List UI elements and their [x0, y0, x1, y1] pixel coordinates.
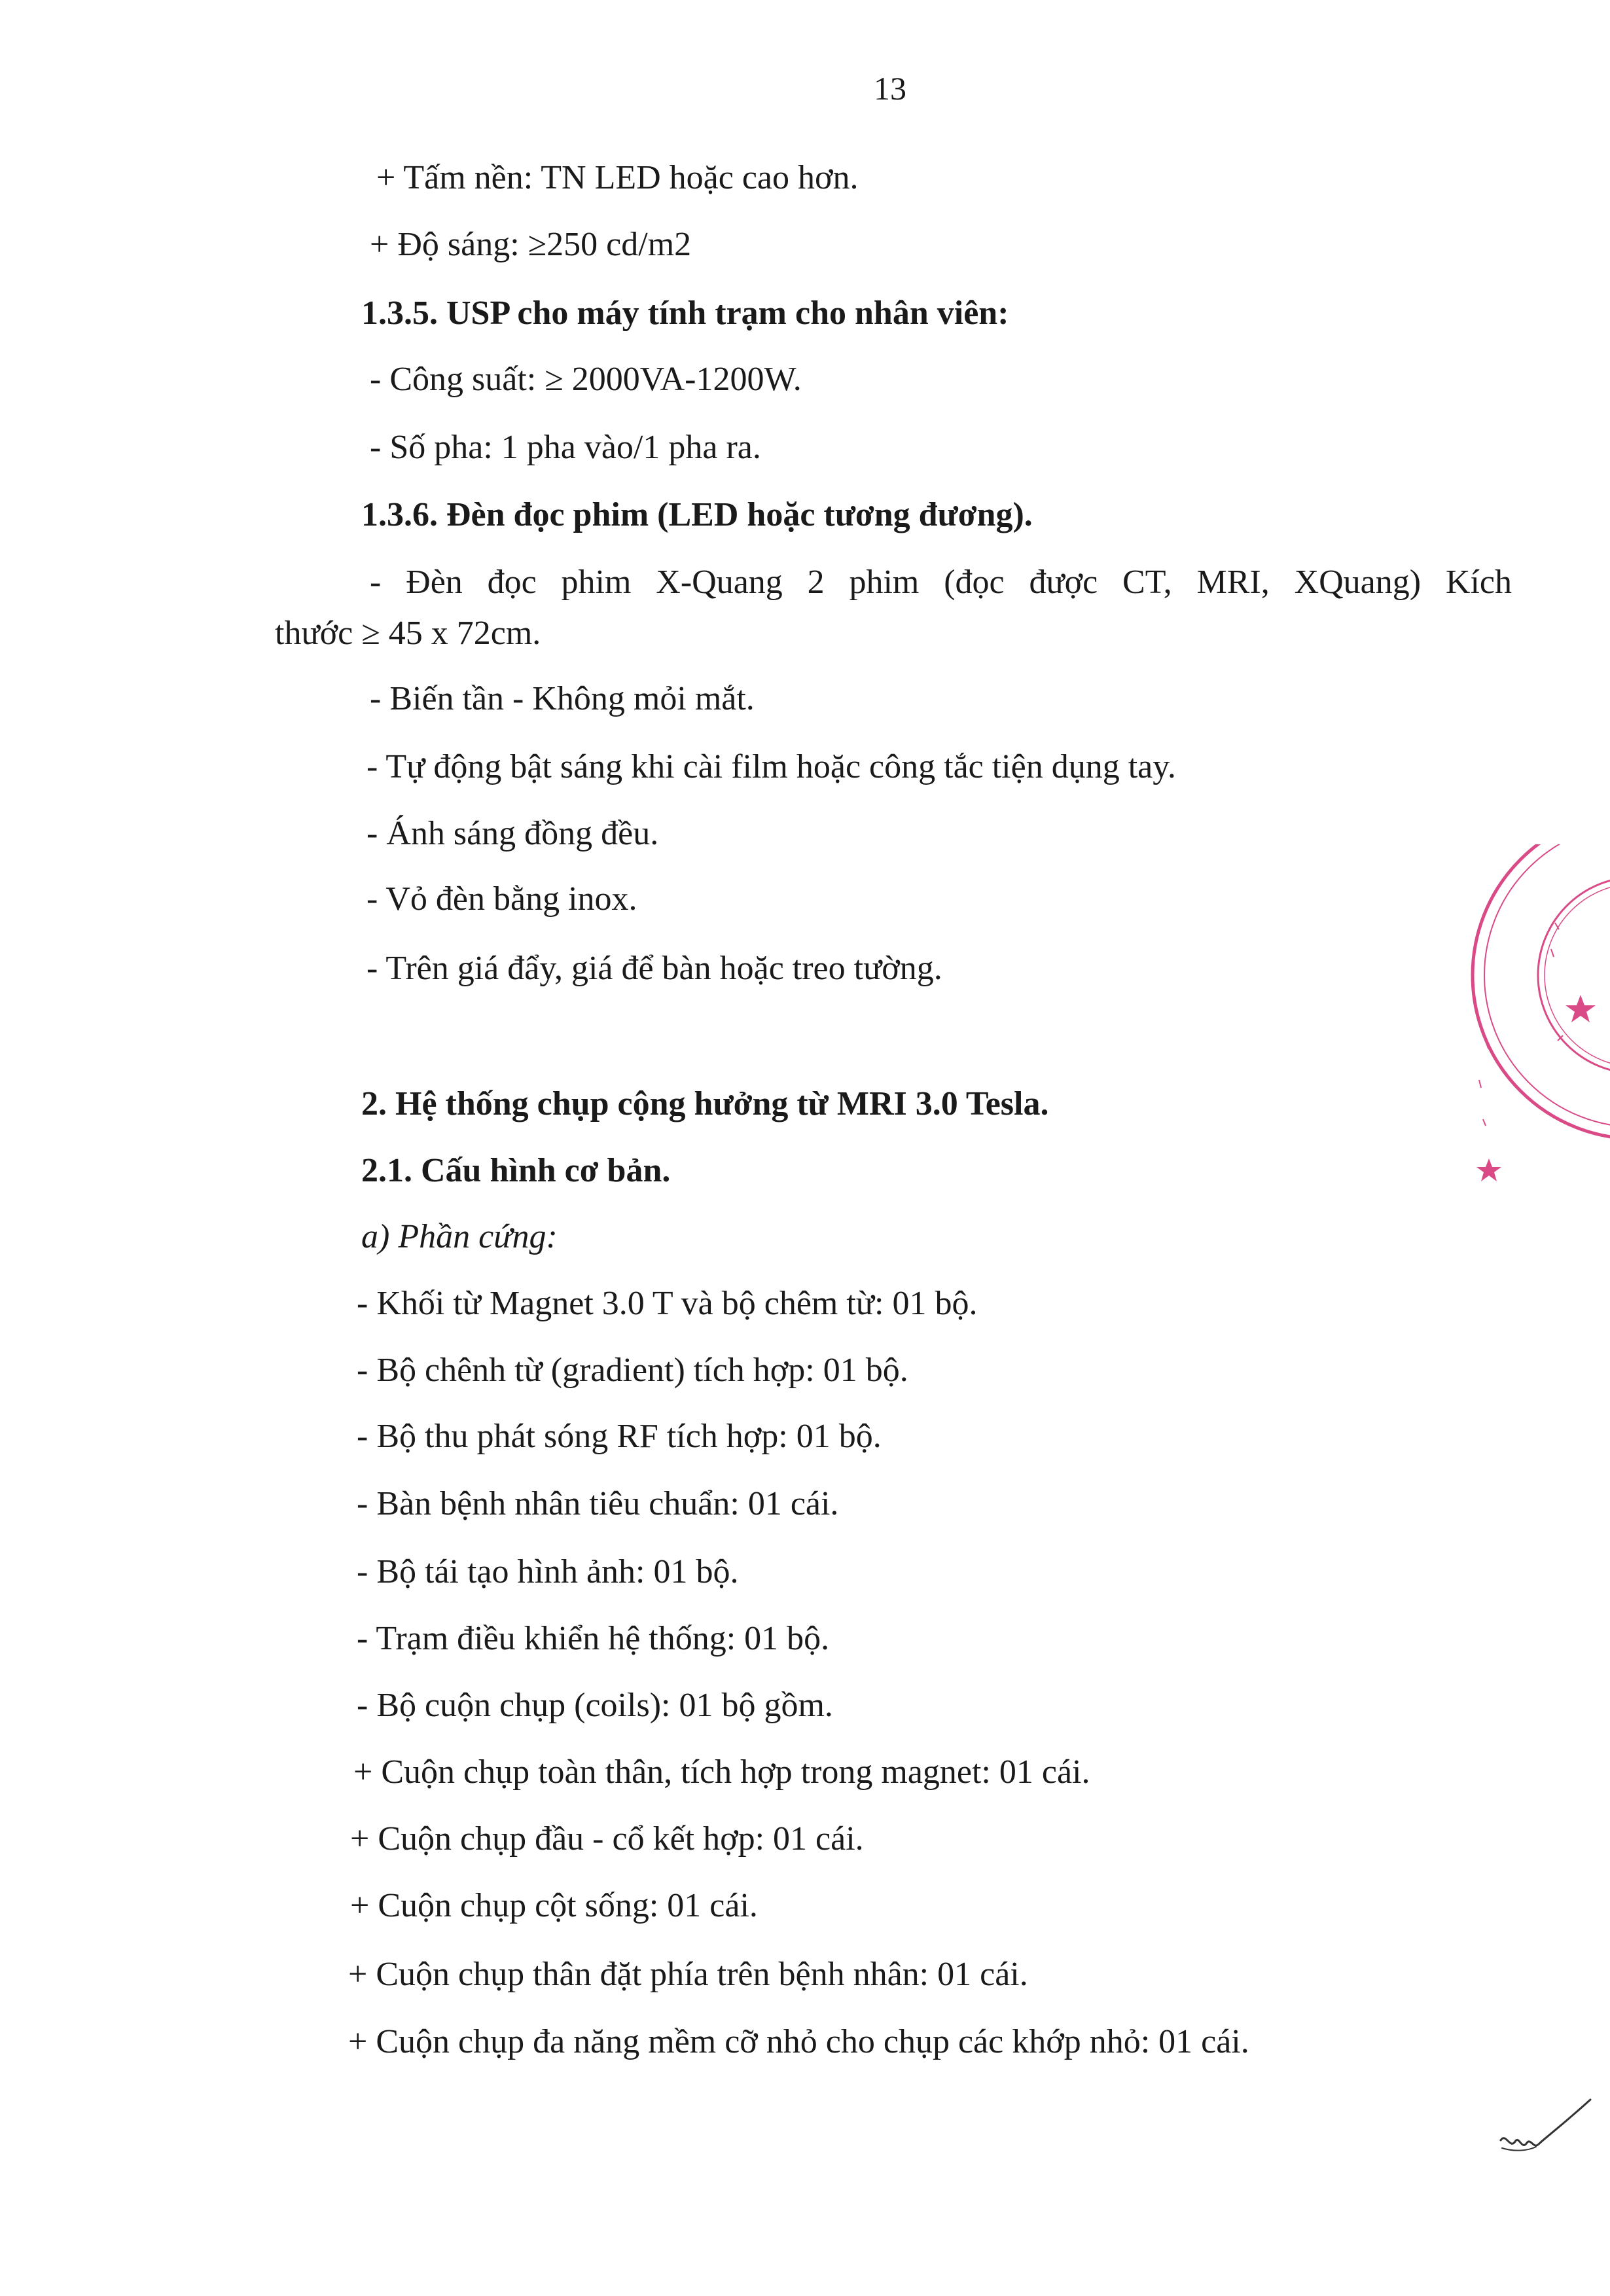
text-line: thước ≥ 45 x 72cm. [275, 615, 541, 652]
text-line: - Bàn bệnh nhân tiêu chuẩn: 01 cái. [357, 1485, 839, 1522]
text-line: + Cuộn chụp thân đặt phía trên bệnh nhân: 01 cái. [348, 1956, 1028, 1993]
text-line: + Cuộn chụp đầu - cổ kết hợp: 01 cái. [350, 1820, 864, 1857]
text-line: - Bộ thu phát sóng RF tích hợp: 01 bộ. [357, 1418, 882, 1455]
text-line: - Đèn đọc phim X-Quang 2 phim (đọc được CT, MRI, XQuang) Kích [370, 564, 1512, 601]
text-line: + Cuộn chụp cột sống: 01 cái. [350, 1887, 758, 1924]
text-line: + Tấm nền: TN LED hoặc cao hơn. [376, 159, 859, 196]
section-heading-2: 2. Hệ thống chụp cộng hưởng từ MRI 3.0 Tesla. [361, 1085, 1049, 1122]
section-heading-1-3-5: 1.3.5. USP cho máy tính trạm cho nhân viên: [361, 295, 1009, 332]
text-line: - Trên giá đẩy, giá để bàn hoặc treo tường. [367, 950, 942, 987]
subheading-hardware: a) Phần cứng: [361, 1218, 558, 1255]
text-line: - Ánh sáng đồng đều. [367, 815, 659, 852]
page-number: 13 [874, 70, 906, 107]
text-line: - Vỏ đèn bằng inox. [367, 880, 637, 918]
initials-signature [1495, 2094, 1594, 2166]
text-line: - Bộ tái tạo hình ảnh: 01 bộ. [357, 1553, 739, 1590]
text-line: + Độ sáng: ≥250 cd/m2 [370, 226, 692, 263]
section-heading-2-1: 2.1. Cấu hình cơ bản. [361, 1152, 671, 1189]
text-line: + Cuộn chụp đa năng mềm cỡ nhỏ cho chụp các khớp nhỏ: 01 cái. [348, 2023, 1249, 2060]
text-line: - Bộ cuộn chụp (coils): 01 bộ gồm. [357, 1687, 833, 1724]
text-line: - Công suất: ≥ 2000VA-1200W. [370, 361, 802, 398]
text-line: + Cuộn chụp toàn thân, tích hợp trong magnet: 01 cái. [353, 1753, 1090, 1791]
section-heading-1-3-6: 1.3.6. Đèn đọc phim (LED hoặc tương đương). [361, 496, 1033, 533]
text-line: - Khối từ Magnet 3.0 T và bộ chêm từ: 01 bộ. [357, 1285, 978, 1322]
text-line: - Trạm điều khiển hệ thống: 01 bộ. [357, 1620, 830, 1657]
text-line: - Tự động bật sáng khi cài film hoặc công tắc tiện dụng tay. [367, 748, 1176, 785]
text-line: - Bộ chênh từ (gradient) tích hợp: 01 bộ. [357, 1352, 908, 1389]
red-stamp-seal [1459, 844, 1610, 1250]
text-line: - Biến tần - Không mỏi mắt. [370, 680, 755, 717]
text-line: - Số pha: 1 pha vào/1 pha ra. [370, 429, 761, 466]
